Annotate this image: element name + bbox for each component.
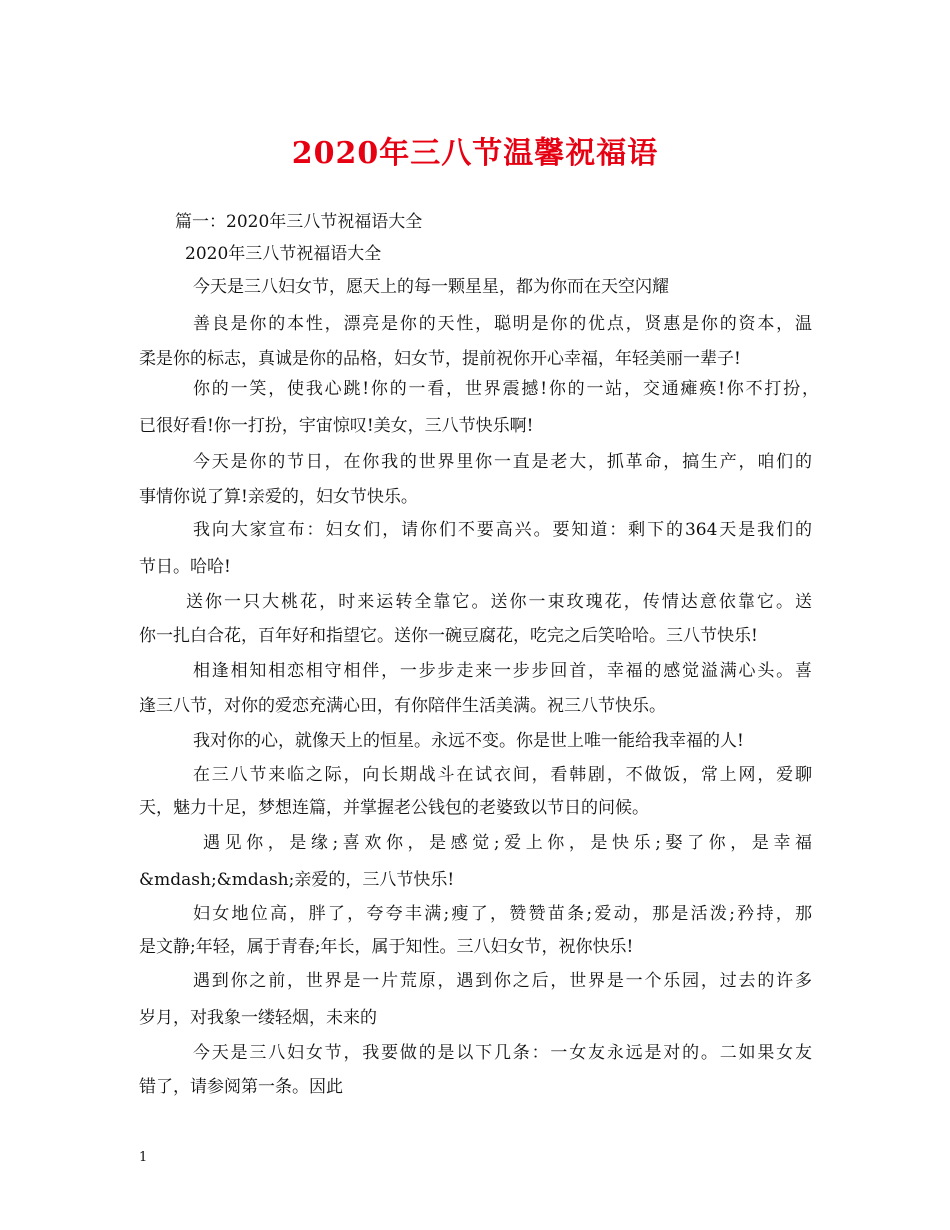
paragraph-line: 你一扎白合花，百年好和指望它。送你一碗豆腐花，吃完之后笑哈哈。三八节快乐! — [139, 626, 758, 646]
paragraph-line: 节日。哈哈! — [139, 557, 231, 577]
paragraph-line: 错了，请参阅第一条。因此 — [139, 1077, 343, 1097]
paragraph-line: 今天是三八妇女节，我要做的是以下几条：一女友永远是对的。二如果女友 — [193, 1043, 812, 1063]
paragraph-line: 柔是你的标志，真诚是你的品格，妇女节，提前祝你开心幸福，年轻美丽一辈子! — [139, 349, 741, 369]
paragraph-line: 天，魅力十足，梦想连篇，并掌握老公钱包的老婆致以节日的问候。 — [139, 798, 649, 818]
paragraph-line: 善良是你的本性，漂亮是你的天性，聪明是你的优点，贤惠是你的资本，温 — [193, 314, 812, 334]
paragraph-line: 逢三八节，对你的爱恋充满心田，有你陪伴生活美满。祝三八节快乐。 — [139, 696, 666, 716]
paragraph-line: 送你一只大桃花，时来运转全靠它。送你一束玫瑰花，传情达意依靠它。送 — [186, 592, 812, 612]
paragraph-line: 我对你的心，就像天上的恒星。永远不变。你是世上唯一能给我幸福的人! — [193, 731, 744, 751]
paragraph-line: 今天是你的节日，在你我的世界里你一直是老大，抓革命，搞生产，咱们的 — [193, 452, 812, 472]
paragraph-line: 是文静;年轻，属于青春;年长，属于知性。三八妇女节，祝你快乐! — [139, 937, 634, 957]
paragraph-line: &mdash;&mdash;亲爱的，三八节快乐! — [139, 870, 455, 890]
paragraph-line: 相逢相知相恋相守相伴，一步步走来一步步回首，幸福的感觉溢满心头。喜 — [193, 661, 812, 681]
paragraph-line: 我向大家宣布：妇女们，请你们不要高兴。要知道：剩下的364天是我们的 — [193, 520, 812, 540]
paragraph-line: 岁月，对我象一缕轻烟，未来的 — [139, 1008, 377, 1028]
page-number: 1 — [139, 1150, 148, 1165]
paragraph-line: 妇女地位高，胖了，夸夸丰满;瘦了，赞赞苗条;爱动，那是活泼;矜持，那 — [193, 904, 812, 924]
paragraph-line: 事情你说了算!亲爱的，妇女节快乐。 — [139, 487, 418, 507]
paragraph-line: 遇见你，是缘;喜欢你，是感觉;爱上你，是快乐;娶了你，是幸福 — [203, 833, 812, 853]
paragraph-line: 2020年三八节祝福语大全 — [185, 244, 382, 264]
paragraph-line: 你的一笑，使我心跳!你的一看，世界震撼!你的一站，交通瘫痪!你不打扮， — [193, 379, 819, 399]
paragraph-line: 今天是三八妇女节，愿天上的每一颗星星，都为你而在天空闪耀 — [193, 277, 669, 297]
paragraph-line: 篇一：2020年三八节祝福语大全 — [175, 212, 423, 232]
paragraph-line: 已很好看!你一打扮，宇宙惊叹!美女，三八节快乐啊! — [139, 416, 534, 436]
document-title: 2020年三八节温馨祝福语 — [291, 136, 659, 171]
paragraph-line: 在三八节来临之际，向长期战斗在试衣间，看韩剧，不做饭，常上网，爱聊 — [193, 765, 812, 785]
paragraph-line: 遇到你之前，世界是一片荒原，遇到你之后，世界是一个乐园，过去的许多 — [193, 971, 812, 991]
